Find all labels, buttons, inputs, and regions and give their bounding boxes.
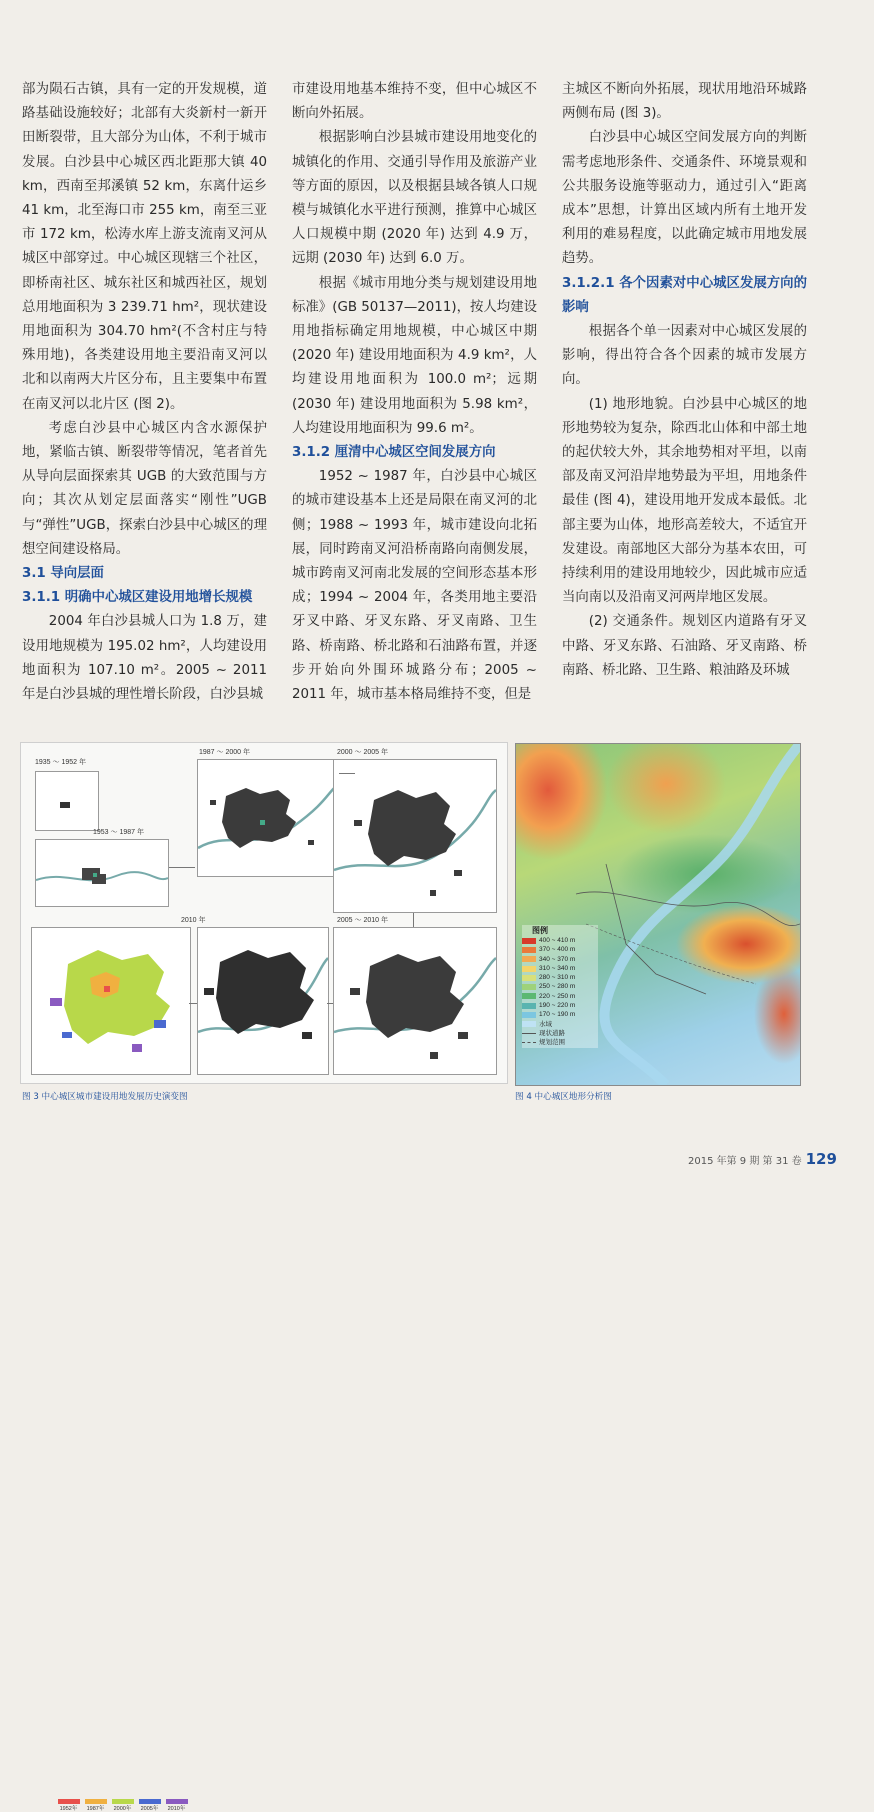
legend-item [136,1799,163,1812]
paragraph: 市建设用地基本维持不变，但中心城区不断向外拓展。 [292,82,537,122]
legend-label: 2000年 [113,1806,132,1812]
urban-area [60,802,70,808]
paragraph: 1952 ~ 1987 年，白沙县中心城区的城市建设基本上还是局限在南叉河的北侧；1988 ~ 1993 年，城市建设向北拓展，同时跨南叉河沿桥南路向南侧发展，城市跨南叉河南北发展的空间形态基本形成；1994 ~ 2004 年，各类用地主要沿牙叉中路、牙叉东路、牙叉南路、卫生路、桥南路、桥北路和石油路布置，并逐步开始向外围环城路分布；2005 ~ 2011 年，城市基本格局维持不变，但是 [292,469,537,703]
panel-label: 2000 ～ 2005 年 [337,749,388,756]
panel-label: 1953 ～ 1987 年 [93,829,144,836]
paragraph: 根据各个单一因素对中心城区发展的影响，得出符合各个因素的城市发展方向。 [562,324,807,388]
map-panel-1987-2000 [197,759,341,877]
legend-item [109,1799,136,1812]
section-heading-3-1-1: 3.1.1 明确中心城区建设用地增长规模 [22,590,253,606]
legend-label: 190 ~ 220 m [539,1002,576,1010]
map-drawing [334,760,496,912]
section-heading-3-1: 3.1 导向层面 [22,566,104,582]
fig4-legend [522,925,598,1048]
figure-3-caption: 图 3 中心城区城市建设用地发展历史演变图 [22,1092,188,1102]
map-drawing [32,928,190,1074]
arrow [413,913,414,927]
legend-item [522,1010,598,1019]
legend-label: 2005年 [140,1806,159,1812]
legend-swatch [522,938,536,944]
legend-swatch [522,947,536,953]
legend-label: 1987年 [86,1806,105,1812]
panel-label: 2010 年 [181,917,206,924]
map-drawing [334,928,496,1074]
legend-label: 340 ~ 370 m [539,955,576,963]
map-drawing [36,840,168,906]
arrow [169,867,195,868]
paragraph: 根据影响白沙县城市建设用地变化的城镇化的作用、交通引导作用及旅游产业等方面的原因，以及根据县域各镇人口规模与城镇化水平进行预测，推算中心城区人口规模中期 (2020 年) 达到 4.9 万，远期 (2030 年) 达到 6.0 万。 [292,130,537,267]
legend-item [522,936,598,945]
panel-label: 1935 ～ 1952 年 [35,759,86,766]
map-panel-1935-1952 [35,771,99,831]
legend-label: 280 ~ 310 m [539,974,576,982]
legend-label: 2010年 [167,1806,186,1812]
legend-item [82,1799,109,1812]
legend-swatch [522,1012,536,1018]
arrow [327,1003,333,1004]
legend-swatch [522,966,536,972]
map-panel-2000-2005 [333,759,497,913]
legend-label: 220 ~ 250 m [539,992,576,1000]
page-number: 129 [805,1150,837,1168]
map-panel-1953-1987 [35,839,169,907]
legend-item [522,964,598,973]
legend-item [55,1799,82,1812]
legend-swatch [522,956,536,962]
legend-label: 170 ~ 190 m [539,1011,576,1019]
arrow [189,1003,197,1004]
legend-label: 水域 [539,1020,552,1028]
legend-swatch [522,1033,536,1034]
map-drawing [198,928,328,1074]
legend-item [522,973,598,982]
paragraph: 2004 年白沙县城人口为 1.8 万，建设用地规模为 195.02 hm²，人均建设用地面积为 107.10 m²。2005 ~ 2011 年是白沙县城的理性增长阶段，白沙县城 [22,614,267,703]
legend-swatch [522,1042,536,1043]
arrow [339,773,355,774]
legend-label: 370 ~ 400 m [539,946,576,954]
paragraph: 根据《城市用地分类与规划建设用地标准》(GB 50137—2011)，按人均建设用地指标确定用地规模，中心城区中期 (2020 年) 建设用地面积为 4.9 km²，人均建设用地面积为 100.0 m²；远期 (2030 年) 建设用地面积为 5.98 km²，人均建设用地面积为 99.6 m²。 [292,275,537,436]
legend-item [522,992,598,1001]
legend-swatch [522,1003,536,1009]
legend-label: 310 ~ 340 m [539,964,576,972]
legend-label: 250 ~ 280 m [539,983,576,991]
map-drawing [198,760,340,876]
text-column-2 [292,78,537,707]
legend-item [522,945,598,954]
legend-swatch [522,993,536,999]
paragraph: (2) 交通条件。规划区内道路有牙叉中路、牙叉东路、石油路、牙叉南路、桥南路、桥北路、卫生路、粮油路及环城 [562,614,807,678]
section-heading-3-1-2: 3.1.2 厘清中心城区空间发展方向 [292,445,496,461]
legend-label: 现状道路 [539,1029,565,1037]
panel-label: 2005 ～ 2010 年 [337,917,388,924]
legend-swatch [522,1021,536,1027]
legend-item [522,955,598,964]
page-footer [688,1150,837,1168]
legend-label: 1952年 [59,1806,78,1812]
text-column-3 [562,78,807,683]
legend-item [522,1038,598,1047]
map-panel-2010 [197,927,329,1075]
legend-label: 400 ~ 410 m [539,937,576,944]
figure-4-terrain-map [515,743,801,1086]
paragraph: 主城区不断向外拓展，现状用地沿环城路两侧布局 (图 3)。 [562,82,807,122]
figure-4-caption: 图 4 中心城区地形分析图 [515,1092,612,1102]
legend-swatch [522,984,536,990]
paragraph: 白沙县中心城区空间发展方向的判断需考虑地形条件、交通条件、环境景观和公共服务设施等驱动力，通过引入“距离成本”思想，计算出区域内所有土地开发利用的难易程度，以此确定城市用地发展趋势。 [562,130,807,267]
paragraph: 考虑白沙县中心城区内含水源保护地，紧临古镇、断裂带等情况，笔者首先从导向层面探索其 UGB 的大致范围与方向；其次从划定层面落实“刚性”UGB 与“弹性”UGB，探索白沙县中心城区的理想空间建设格局。 [22,420,267,557]
legend-item [522,982,598,991]
legend-label: 规划范围 [539,1039,565,1047]
section-heading-3-1-2-1: 3.1.2.1 各个因素对中心城区发展方向的影响 [562,275,807,315]
panel-label: 1987 ～ 2000 年 [199,749,250,756]
paragraph: 部为陨石古镇，具有一定的开发规模，道路基础设施较好；北部有大炎新村一新开田断裂带，且大部分为山体，不利于城市发展。白沙县中心城区西北距那大镇 40 km，西南至邦溪镇 52 km，东离什运乡 41 km，北至海口市 255 km，南至三亚市 172 km，松涛水库上游支流南叉河从城区中部穿过。中心城区现辖三个社区，即桥南社区、城东社区和城西社区，规划总用地面积为 3 239.71 hm²，现状建设用地面积为 304.70 hm²(不含村庄与特殊用地)，各类建设用地主要沿南叉河以北和以南两大片区分布，且主要集中布置在南叉河以北片区 (图 2)。 [22,82,267,412]
legend-title: 图例 [532,926,548,935]
legend-item [522,1029,598,1038]
issue-info: 2015 年第 9 期 第 31 卷 [688,1156,802,1167]
legend-item [522,1020,598,1029]
legend-item [163,1799,190,1812]
fig3-legend [55,1799,190,1812]
text-column-1 [22,78,267,707]
map-panel-2010-composite [31,927,191,1075]
paragraph: (1) 地形地貌。白沙县中心城区的地形地势较为复杂，除西北山体和中部土地的起伏较大外，其余地势相对平坦，以南部及南叉河沿岸地势最为平坦，用地条件最佳 (图 4)，建设用地开发成本最低。北部主要为山体，地形高差较大，不适宜开发建设。南部地区大部分为基本农田，可持续利用的建设用地较少，因此城市应适当向南以及沿南叉河两岸地区发展。 [562,396,807,606]
map-panel-2005-2010 [333,927,497,1075]
legend-swatch [522,975,536,981]
legend-item [522,1001,598,1010]
